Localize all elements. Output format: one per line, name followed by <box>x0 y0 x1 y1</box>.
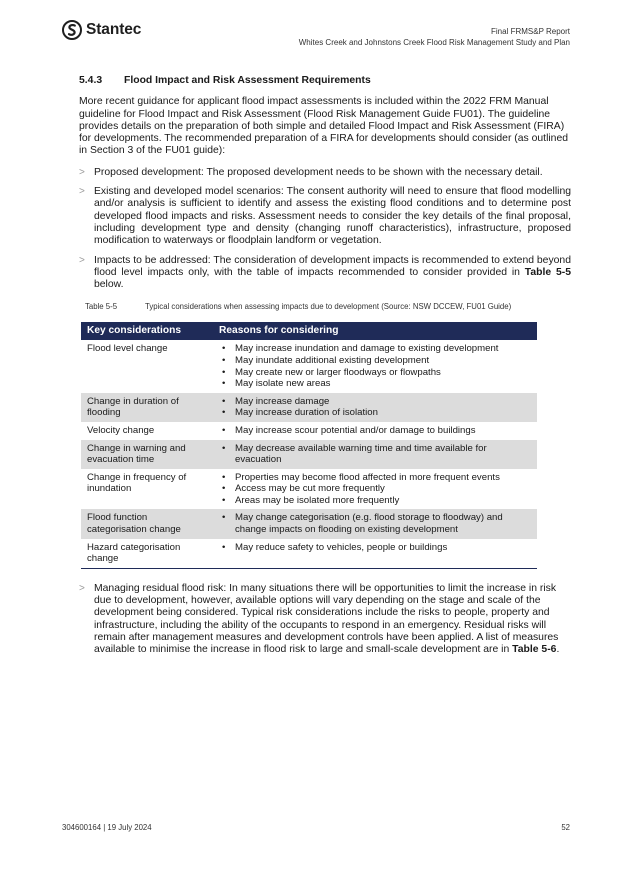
table-row <box>81 469 537 510</box>
table-header-row <box>81 322 537 341</box>
report-subtitle: Whites Creek and Johnstons Creek Flood Risk Management Study and Plan <box>298 38 570 47</box>
report-title: Final FRMS&P Report <box>491 27 570 36</box>
reasons-cell <box>213 393 537 422</box>
page-header <box>0 0 628 60</box>
intro-paragraph: More recent guidance for applicant flood impact assessments is included within the 2022 FRM Manual guideline for Flood Impact and Risk Assessment (Flood Risk Management Guide FU01). The guideline provides details on the preparation of both simple and detailed Flood Impact and Risk Assessment (FIRA) for developments. The recommended preparation of a FIRA for developments should consider (as outlined in Section 3 of the FU01 guide): <box>79 96 569 157</box>
reasons-cell <box>213 509 537 538</box>
reason-item: • May increase duration of isolation <box>222 407 378 419</box>
list-item <box>79 186 571 247</box>
report-info <box>299 26 570 48</box>
reason-item: • May decrease available warning time and time available for evacuation <box>222 442 487 466</box>
table-reference-link[interactable]: Table 5-6 <box>512 644 557 656</box>
stantec-logo <box>62 20 141 40</box>
table-row <box>81 422 537 440</box>
reason-item: • Properties may become flood affected in more frequent events <box>222 471 500 483</box>
chevron-right-icon: > <box>79 166 85 178</box>
table-row <box>81 440 537 469</box>
chevron-right-icon: > <box>79 582 85 594</box>
table-row <box>81 340 537 392</box>
bullet-tail: below. <box>94 279 124 291</box>
consideration-cell: Flood function categorisation change <box>81 509 213 538</box>
table-reference-link[interactable]: Table 5-5 <box>524 266 571 278</box>
consideration-cell: Change in duration of flooding <box>81 393 213 422</box>
column-header: Reasons for considering <box>213 322 537 341</box>
reasons-cell <box>213 340 537 392</box>
bullet-text: Managing residual flood risk: In many situations there will be opportunities to limit the increase in risk due to development, however, available options will vary depending on the stage and scale of the development being considered. Typical risk considerations include the risks to people, property and infrastructure, including the ability of the occupants to respond in an emergency. Residual risks will remain after management measures and development controls have been applied. A list of measures available to minimise the increase in flood risk to large and small-scale development are in <box>94 582 559 656</box>
residual-risk-list <box>79 583 571 657</box>
chevron-right-icon: > <box>79 186 85 198</box>
reason-item: • May increase inundation and damage to existing development <box>222 343 499 355</box>
table-caption-number: Table 5-5 <box>85 302 118 312</box>
list-item <box>79 167 571 179</box>
reason-item: • May increase damage <box>222 395 330 407</box>
logo-text: Stantec <box>86 21 142 38</box>
consideration-cell: Change in frequency of inundation <box>81 469 213 510</box>
bullet-tail: . <box>556 644 560 656</box>
section-heading <box>79 75 571 87</box>
considerations-table <box>81 322 537 569</box>
bullet-text: Impacts to be addressed: The consideration of development impacts is recommended to extend beyond flood level impacts only, with the table of impacts recommended to consider provided in <box>94 254 571 278</box>
reason-item: • May create new or larger floodways or flowpaths <box>222 366 441 378</box>
table-row <box>81 509 537 538</box>
reasons-cell <box>213 539 537 569</box>
section-title: Flood Impact and Risk Assessment Requirements <box>124 75 371 86</box>
list-item <box>79 583 571 657</box>
bullet-text: Existing and developed model scenarios: The consent authority will need to ensure that flood modelling and/or analysis is sufficient to identify and assess the existing flood conditions and to determine post developed flood impacts and risks. Assessment needs to consider the key details of the final proposal, including development type and density (changing runoff characteristics), infrastructure, proposed modification to waterways or floodplain landform or vegetation. <box>94 186 571 247</box>
consideration-cell: Flood level change <box>81 340 213 392</box>
reason-item: • May increase scour potential and/or damage to buildings <box>222 424 476 436</box>
reasons-cell <box>213 469 537 510</box>
column-header: Key considerations <box>81 322 213 341</box>
stantec-logo-icon <box>62 20 82 40</box>
table-caption <box>85 301 571 313</box>
reasons-cell <box>213 440 537 469</box>
table-row <box>81 539 537 569</box>
table-row <box>81 393 537 422</box>
consideration-cell: Velocity change <box>81 422 213 440</box>
table-caption-text: Typical considerations when assessing impacts due to development (Source: NSW DCCEW, FU01 Guide) <box>145 302 512 312</box>
consideration-cell: Change in warning and evacuation time <box>81 440 213 469</box>
reason-item: • Access may be cut more frequently <box>222 483 385 495</box>
main-content <box>79 75 571 664</box>
chevron-right-icon: > <box>79 254 85 266</box>
page-number: 52 <box>561 823 570 832</box>
reasons-cell <box>213 422 537 440</box>
consideration-cell: Hazard categorisation change <box>81 539 213 569</box>
list-item <box>79 255 571 292</box>
reason-item: • May isolate new areas <box>222 378 331 390</box>
reason-item: • May reduce safety to vehicles, people or buildings <box>222 541 448 553</box>
section-number: 5.4.3 <box>79 75 103 86</box>
reason-item: • May change categorisation (e.g. flood storage to floodway) and change impacts on flooding on existing development <box>222 512 503 536</box>
bullet-text: Proposed development: The proposed development needs to be shown with the necessary detail. <box>94 166 543 178</box>
reason-item: • Areas may be isolated more frequently <box>222 494 400 506</box>
reason-item: • May inundate additional existing development <box>222 354 430 366</box>
requirements-list <box>79 167 571 292</box>
footer-doc-ref: 304600164 | 19 July 2024 <box>62 823 152 832</box>
